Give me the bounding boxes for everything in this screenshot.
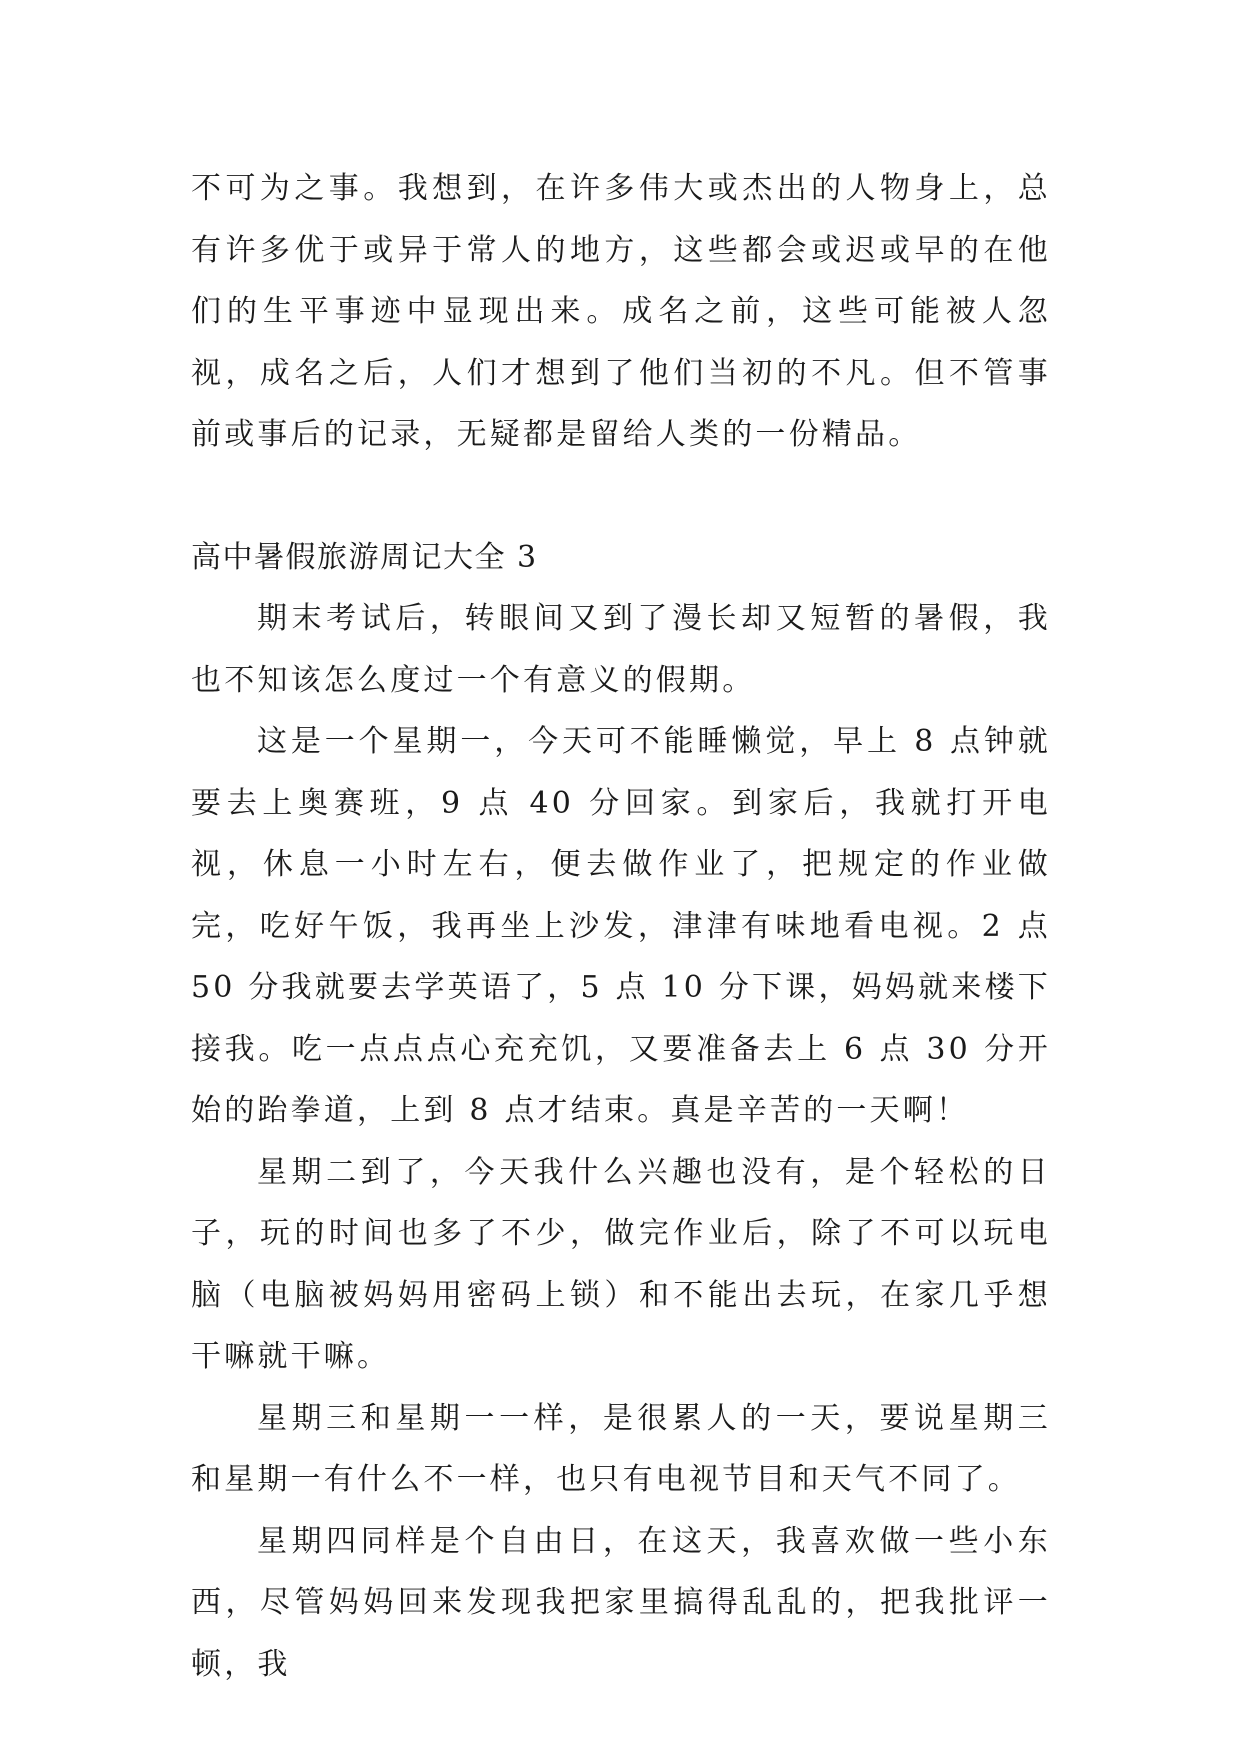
paragraph: 星期三和星期一一样，是很累人的一天，要说星期三和星期一有什么不一样，也只有电视节目和天气不同了。 xyxy=(191,1400,1051,1497)
paragraph: 星期二到了，今天我什么兴趣也没有，是个轻松的日子，玩的时间也多了不少，做完作业后，除了不可以玩电脑（电脑被妈妈用密码上锁）和不能出去玩，在家几乎想干嘛就干嘛。 xyxy=(191,1154,1051,1374)
document-body xyxy=(191,158,1051,1695)
section-title: 高中暑假旅游周记大全 3 xyxy=(191,539,538,575)
paragraph: 期末考试后，转眼间又到了漫长却又短暂的暑假，我也不知该怎么度过一个有意义的假期。 xyxy=(191,601,1051,698)
paragraph: 这是一个星期一，今天可不能睡懒觉，早上 8 点钟就要去上奥赛班，9 点 40 分回家。到家后，我就打开电视，休息一小时左右，便去做作业了，把规定的作业做完，吃好午饭，我再坐上沙发，津津有味地看电视。2 点 50 分我就要去学英语了，5 点 10 分下课，妈妈就来楼下接我。吃一点点点心充充饥，又要准备去上 6 点 30 分开始的跆拳道，上到 8 点才结束。真是辛苦的一天啊！ xyxy=(191,724,1051,1128)
paragraph: 星期四同样是个自由日，在这天，我喜欢做一些小东西，尽管妈妈回来发现我把家里搞得乱乱的，把我批评一顿，我 xyxy=(191,1523,1051,1682)
paragraph-continuation: 不可为之事。我想到，在许多伟大或杰出的人物身上，总有许多优于或异于常人的地方，这些都会或迟或早的在他们的生平事迹中显现出来。成名之前，这些可能被人忽视，成名之后，人们才想到了他们当初的不凡。但不管事前或事后的记录，无疑都是留给人类的一份精品。 xyxy=(191,171,1051,452)
